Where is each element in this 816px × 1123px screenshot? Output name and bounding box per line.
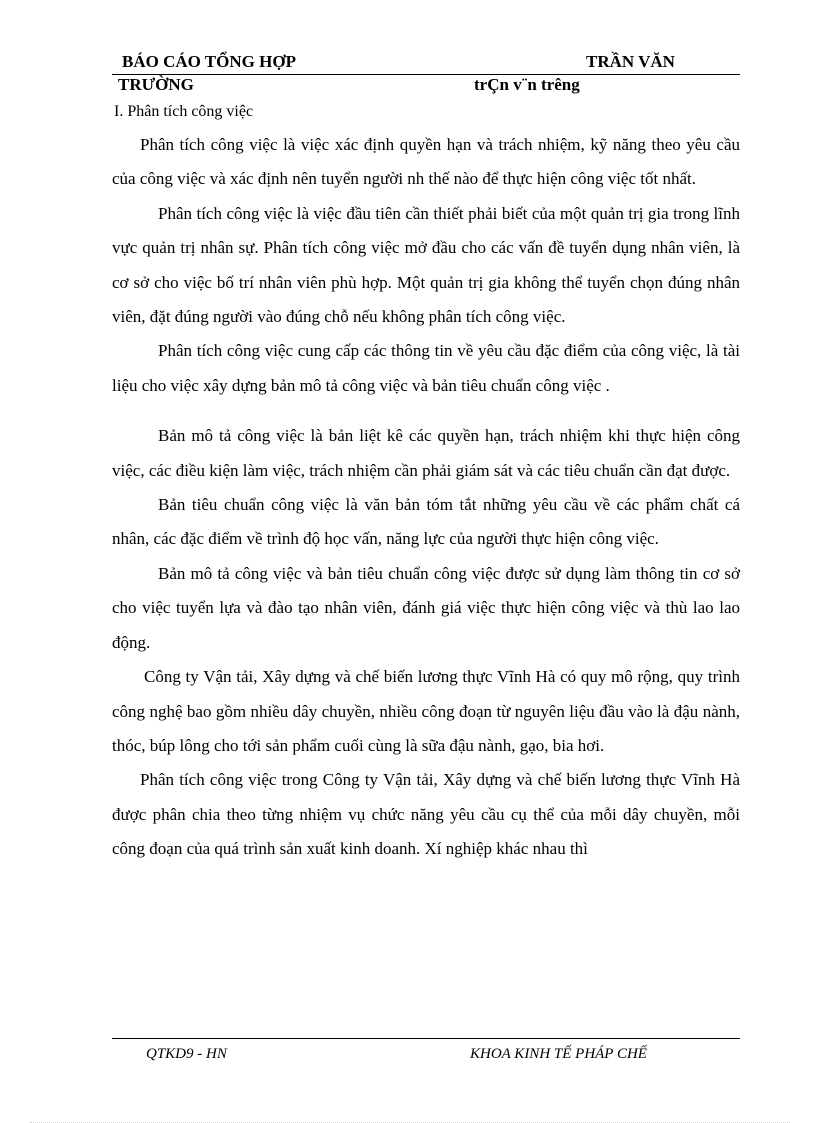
header-report-title: BÁO CÁO TỔNG HỢP [122, 52, 296, 71]
footer-faculty: KHOA KINH TẾ PHÁP CHẾ [470, 1046, 647, 1062]
section-title: I. Phân tích công việc [114, 103, 254, 120]
paragraph: Phân tích công việc là việc xác định quyền hạn và trách nhiệm, kỹ năng theo yêu cầu của công việc và xác định nên tuyển người nh thế nào để thực hiện công việc tốt nhất. [112, 135, 740, 189]
header-garbled-name: trÇn v¨n trêng [474, 75, 580, 94]
page-header [112, 52, 740, 94]
paragraph: Công ty Vận tải, Xây dựng và chế biến lương thực Vĩnh Hà có quy mô rộng, quy trình công nghệ bao gồm nhiều dây chuyền, nhiều công đoạn từ nguyên liệu đầu vào là đậu nành, thóc, búp lông cho tới sản phẩm cuối cùng là sữa đậu nành, gạo, bia hơi. [112, 667, 740, 755]
header-author-name: TRẦN VĂN [586, 52, 675, 71]
paragraph: Bản mô tả công việc và bản tiêu chuẩn công việc được sử dụng làm thông tin cơ sở cho việc tuyển lựa và đào tạo nhân viên, đánh giá việc thực hiện công việc và thù lao lao động. [112, 563, 740, 652]
footer-class-code: QTKD9 - HN [146, 1046, 227, 1062]
paragraph: Phân tích công việc là việc đầu tiên cần thiết phải biết của một quản trị gia trong lĩnh vực quản trị nhân sự. Phân tích công việc mở đầu cho các vấn đề tuyển dụng nhân viên, là cơ sở cho việc bố trí nhân viên phù hợp. Một quản trị gia không thể tuyển chọn đúng nhân viên, đặt đúng người vào đúng chỗ nếu không phân tích công việc. [112, 203, 740, 327]
paragraph: Bản mô tả công việc là bản liệt kê các quyền hạn, trách nhiệm khi thực hiện công việc, các điều kiện làm việc, trách nhiệm cần phải giám sát và các tiêu chuẩn cần đạt được. [112, 426, 740, 480]
header-author-surname: TRƯỜNG [118, 75, 194, 94]
footer-rule [112, 1038, 740, 1039]
paragraph: Phân tích công việc trong Công ty Vận tải, Xây dựng và chế biến lương thực Vĩnh Hà được phân chia theo từng nhiệm vụ chức năng yêu cầu cụ thể của mỗi dây chuyền, mỗi công đoạn của quá trình sản xuất kinh doanh. Xí nghiệp khác nhau thì [112, 770, 740, 859]
paragraph: Bản tiêu chuẩn công việc là văn bản tóm tắt những yêu cầu về các phẩm chất cá nhân, các đặc điểm về trình độ học vấn, năng lực của người thực hiện công việc. [112, 495, 740, 549]
paragraph: Phân tích công việc cung cấp các thông tin về yêu cầu đặc điểm của công việc, là tài liệu cho việc xây dựng bản mô tả công việc và bản tiêu chuẩn công việc . [112, 341, 740, 395]
body-text [112, 128, 740, 867]
